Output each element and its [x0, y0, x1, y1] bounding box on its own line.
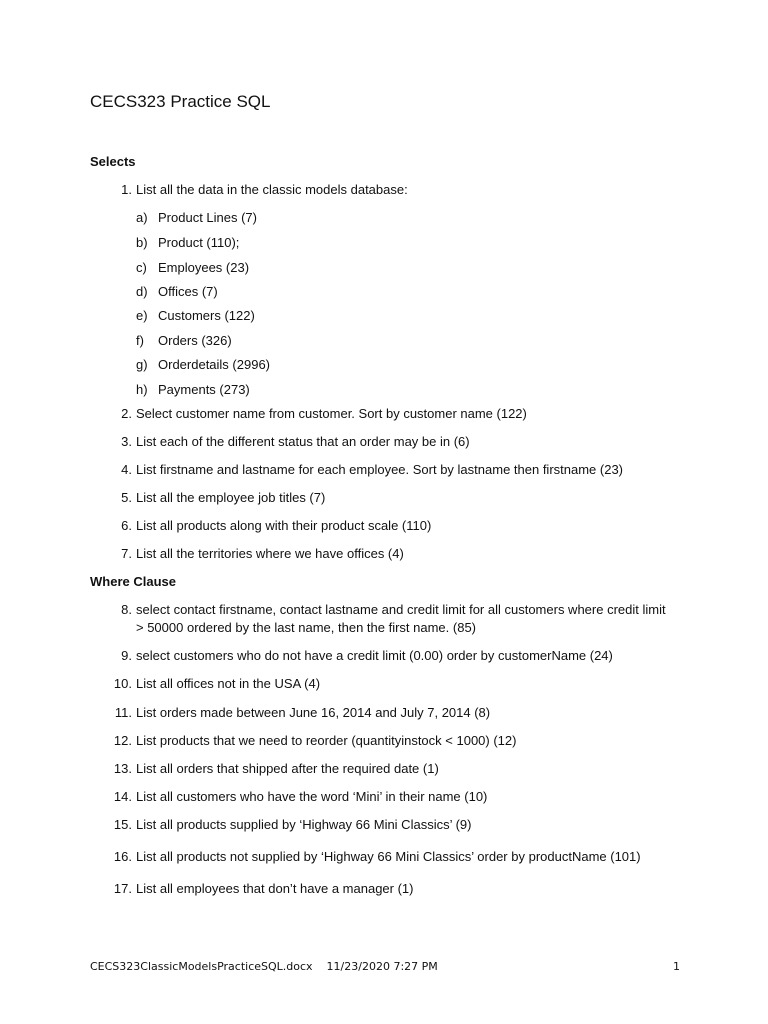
item-text: List all employees that don’t have a manager (1)	[136, 881, 414, 896]
item-number: 6.	[121, 518, 132, 533]
sub-item-text: Employees (23)	[158, 260, 250, 275]
sub-list-item	[136, 234, 239, 252]
sub-item-letter: c)	[136, 260, 147, 275]
sub-item-letter: e)	[136, 308, 148, 323]
sub-item-text: Offices (7)	[158, 284, 218, 299]
item-number: 17.	[113, 881, 132, 896]
item-number: 5.	[121, 490, 132, 505]
item-text: List all orders that shipped after the required date (1)	[136, 761, 439, 776]
item-text: List all the data in the classic models database:	[136, 182, 408, 197]
document-title: CECS323 Practice SQL	[90, 92, 271, 111]
list-item	[112, 704, 682, 722]
sub-list-item	[136, 259, 249, 277]
list-item	[112, 405, 682, 423]
item-text: select customers who do not have a credit limit (0.00) order by customerName (24)	[136, 648, 613, 663]
list-item	[112, 880, 682, 898]
sub-list-item	[136, 332, 232, 350]
list-item	[112, 675, 682, 693]
item-text: List orders made between June 16, 2014 and July 7, 2014 (8)	[136, 705, 491, 720]
list-item	[112, 848, 682, 866]
sub-list-item	[136, 209, 257, 227]
sub-list-item	[136, 283, 218, 301]
item-number: 7.	[121, 546, 132, 561]
item-text: List all the employee job titles (7)	[136, 490, 326, 505]
sub-item-text: Orders (326)	[158, 333, 232, 348]
list-item	[112, 816, 682, 834]
item-text: List all products supplied by ‘Highway 66 Mini Classics’ (9)	[136, 817, 472, 832]
sub-list-item	[136, 356, 270, 374]
item-text: List products that we need to reorder (quantityinstock < 1000) (12)	[136, 733, 517, 748]
item-number: 11.	[114, 705, 132, 720]
footer-page-number: 1	[673, 960, 680, 973]
sub-item-letter: d)	[136, 284, 148, 299]
list-item	[112, 732, 682, 750]
list-item	[112, 760, 682, 778]
sub-item-letter: f)	[136, 333, 144, 348]
item-number: 10.	[113, 676, 132, 691]
section-heading-selects: Selects	[90, 154, 136, 169]
item-text: List firstname and lastname for each employee. Sort by lastname then firstname (23)	[136, 462, 624, 477]
item-text: Select customer name from customer. Sort by customer name (122)	[136, 406, 527, 421]
item-number: 4.	[121, 462, 132, 477]
list-item	[112, 461, 682, 479]
footer-filename-datetime: CECS323ClassicModelsPracticeSQL.docx 11/23/2020 7:27 PM	[90, 960, 438, 973]
list-item	[112, 181, 682, 199]
sub-item-text: Product (110);	[158, 235, 240, 250]
list-item	[112, 545, 682, 563]
list-item	[112, 647, 682, 665]
sub-item-text: Orderdetails (2996)	[158, 357, 270, 372]
item-number: 16.	[113, 849, 132, 864]
sub-item-text: Customers (122)	[158, 308, 255, 323]
item-number: 2.	[121, 406, 132, 421]
item-text: List all products along with their product scale (110)	[136, 518, 432, 533]
list-item	[112, 601, 682, 637]
sub-item-letter: h)	[136, 382, 148, 397]
list-item	[112, 433, 682, 451]
item-number: 12.	[113, 733, 132, 748]
sub-item-letter: a)	[136, 210, 148, 225]
item-text: List each of the different status that an order may be in (6)	[136, 434, 470, 449]
item-number: 15.	[113, 817, 132, 832]
sub-item-text: Payments (273)	[158, 382, 250, 397]
item-text: List all the territories where we have offices (4)	[136, 546, 404, 561]
list-item	[112, 788, 682, 806]
sub-item-letter: b)	[136, 235, 148, 250]
item-number: 14.	[113, 789, 132, 804]
sub-list-item	[136, 381, 250, 399]
item-number: 8.	[121, 602, 132, 617]
sub-list-item	[136, 307, 255, 325]
item-text: List all offices not in the USA (4)	[136, 676, 321, 691]
item-number: 13.	[113, 761, 132, 776]
item-number: 1.	[121, 182, 132, 197]
sub-item-text: Product Lines (7)	[158, 210, 257, 225]
list-item	[112, 489, 682, 507]
section-heading-where-clause: Where Clause	[90, 574, 176, 589]
item-text: List all products not supplied by ‘Highway 66 Mini Classics’ order by productName (101)	[136, 849, 641, 864]
item-text: select contact firstname, contact lastname and credit limit for all customers where credit limit > 50000 ordered by the last name, then the first name. (85)	[136, 602, 666, 635]
sub-item-letter: g)	[136, 357, 148, 372]
item-number: 9.	[121, 648, 132, 663]
item-number: 3.	[121, 434, 132, 449]
list-item	[112, 517, 682, 535]
item-text: List all customers who have the word ‘Mini’ in their name (10)	[136, 789, 488, 804]
